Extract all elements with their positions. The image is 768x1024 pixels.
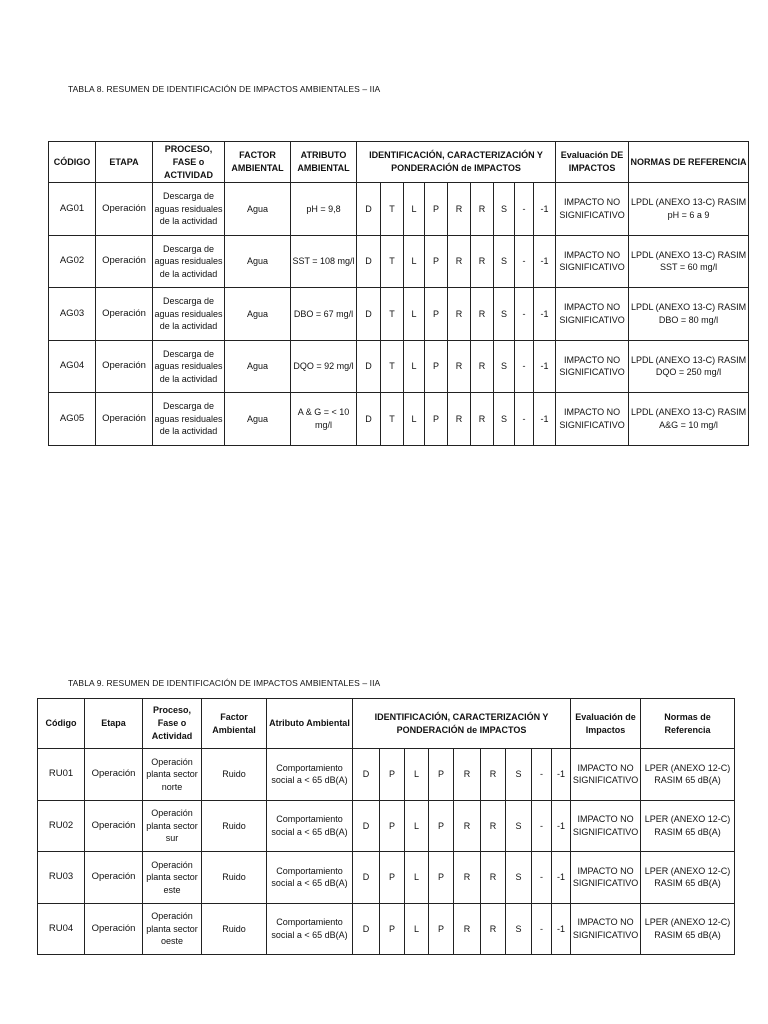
cell-char: R [471,183,494,236]
cell-factor: Ruido [202,903,267,955]
table-row [38,852,735,904]
cell-char: R [481,903,506,955]
header-normas: Normas de Referencia [641,699,735,749]
cell-char: R [471,393,494,446]
cell-evaluacion: IMPACTO NO SIGNIFICATIVO [571,800,641,852]
cell-atributo: DBO = 67 mg/l [291,288,357,341]
cell-char: T [381,340,404,393]
table-row [49,393,749,446]
cell-char: R [454,749,481,801]
cell-char: L [404,183,425,236]
header-identificacion: IDENTIFICACIÓN, CARACTERIZACIÓN Y PONDERACIÓN de IMPACTOS [353,699,571,749]
table-row [38,903,735,955]
cell-char: P [380,903,405,955]
cell-char: R [454,800,481,852]
cell-char: - [515,288,534,341]
cell-char: P [425,393,448,446]
table-header-row [38,699,735,749]
cell-char: R [481,800,506,852]
cell-proceso: Descarga de aguas residuales de la actividad [153,235,225,288]
cell-evaluacion: IMPACTO NO SIGNIFICATIVO [571,903,641,955]
cell-char: P [425,235,448,288]
cell-normas: LPDL (ANEXO 13-C) RASIM DQO = 250 mg/l [629,340,749,393]
cell-char: S [494,393,515,446]
table-row [49,235,749,288]
cell-char: - [515,393,534,446]
header-codigo: CÓDIGO [49,142,96,183]
cell-char: -1 [552,852,571,904]
cell-atributo: DQO = 92 mg/l [291,340,357,393]
table-8-caption: TABLA 8. RESUMEN DE IDENTIFICACIÓN DE IMPACTOS AMBIENTALES – IIA [68,84,381,94]
cell-codigo: RU04 [38,903,85,955]
cell-proceso: Operación planta sector sur [143,800,202,852]
header-normas: NORMAS DE REFERENCIA [629,142,749,183]
cell-evaluacion: IMPACTO NO SIGNIFICATIVO [571,852,641,904]
cell-char: - [532,749,552,801]
cell-factor: Agua [225,393,291,446]
cell-char: P [380,852,405,904]
cell-evaluacion: IMPACTO NO SIGNIFICATIVO [571,749,641,801]
cell-char: L [404,235,425,288]
cell-char: T [381,183,404,236]
cell-proceso: Descarga de aguas residuales de la actividad [153,288,225,341]
cell-char: T [381,235,404,288]
cell-etapa: Operación [96,340,153,393]
cell-char: R [448,288,471,341]
cell-char: L [404,393,425,446]
cell-factor: Agua [225,288,291,341]
table-row [38,800,735,852]
impact-table-9 [37,698,735,955]
cell-char: P [380,800,405,852]
cell-char: L [404,288,425,341]
cell-codigo: RU03 [38,852,85,904]
cell-char: - [515,235,534,288]
cell-factor: Agua [225,340,291,393]
cell-char: P [380,749,405,801]
cell-codigo: AG04 [49,340,96,393]
cell-proceso: Descarga de aguas residuales de la actividad [153,393,225,446]
cell-char: T [381,393,404,446]
cell-char: S [506,749,532,801]
cell-etapa: Operación [96,183,153,236]
cell-char: D [353,800,380,852]
cell-atributo: Comportamiento social a < 65 dB(A) [267,800,353,852]
cell-char: L [405,903,429,955]
cell-proceso: Operación planta sector este [143,852,202,904]
cell-char: -1 [534,183,556,236]
cell-char: -1 [534,288,556,341]
cell-char: P [429,800,454,852]
cell-etapa: Operación [85,800,143,852]
cell-char: D [357,340,381,393]
cell-char: R [454,852,481,904]
cell-evaluacion: IMPACTO NO SIGNIFICATIVO [556,340,629,393]
table-row [38,749,735,801]
cell-char: S [506,800,532,852]
cell-char: P [425,340,448,393]
cell-etapa: Operación [96,288,153,341]
header-evaluacion: Evaluación DE IMPACTOS [556,142,629,183]
cell-etapa: Operación [85,749,143,801]
cell-char: D [357,183,381,236]
cell-codigo: RU01 [38,749,85,801]
cell-char: - [532,800,552,852]
cell-factor: Agua [225,183,291,236]
cell-normas: LPDL (ANEXO 13-C) RASIM DBO = 80 mg/l [629,288,749,341]
cell-etapa: Operación [96,393,153,446]
cell-proceso: Descarga de aguas residuales de la actividad [153,340,225,393]
cell-char: - [515,183,534,236]
cell-char: -1 [534,340,556,393]
header-proceso: PROCESO, FASE o ACTIVIDAD [153,142,225,183]
cell-char: R [481,852,506,904]
cell-char: P [425,183,448,236]
table-row [49,288,749,341]
cell-char: -1 [534,235,556,288]
cell-char: R [471,340,494,393]
cell-char: T [381,288,404,341]
table-row [49,340,749,393]
cell-char: D [353,852,380,904]
cell-char: R [481,749,506,801]
header-atributo: ATRIBUTO AMBIENTAL [291,142,357,183]
table-header-row [49,142,749,183]
cell-char: D [357,393,381,446]
cell-char: P [429,903,454,955]
cell-char: R [448,235,471,288]
cell-char: S [494,235,515,288]
cell-atributo: Comportamiento social a < 65 dB(A) [267,749,353,801]
cell-char: L [405,852,429,904]
cell-normas: LPDL (ANEXO 13-C) RASIM SST = 60 mg/l [629,235,749,288]
header-evaluacion: Evaluación de Impactos [571,699,641,749]
cell-char: R [448,393,471,446]
cell-char: S [494,340,515,393]
cell-normas: LPER (ANEXO 12-C) RASIM 65 dB(A) [641,800,735,852]
cell-atributo: Comportamiento social a < 65 dB(A) [267,852,353,904]
cell-evaluacion: IMPACTO NO SIGNIFICATIVO [556,183,629,236]
header-etapa: Etapa [85,699,143,749]
cell-evaluacion: IMPACTO NO SIGNIFICATIVO [556,235,629,288]
cell-char: S [494,183,515,236]
cell-normas: LPDL (ANEXO 13-C) RASIM A&G = 10 mg/l [629,393,749,446]
cell-codigo: AG03 [49,288,96,341]
cell-char: R [471,288,494,341]
cell-char: R [471,235,494,288]
cell-etapa: Operación [85,903,143,955]
cell-codigo: AG02 [49,235,96,288]
header-factor: FACTOR AMBIENTAL [225,142,291,183]
cell-char: -1 [552,800,571,852]
cell-normas: LPER (ANEXO 12-C) RASIM 65 dB(A) [641,749,735,801]
cell-char: P [425,288,448,341]
cell-codigo: AG05 [49,393,96,446]
cell-char: R [448,340,471,393]
header-etapa: ETAPA [96,142,153,183]
cell-factor: Ruido [202,749,267,801]
cell-codigo: AG01 [49,183,96,236]
cell-char: S [506,903,532,955]
header-identificacion: IDENTIFICACIÓN, CARACTERIZACIÓN Y PONDERACIÓN de IMPACTOS [357,142,556,183]
cell-char: - [515,340,534,393]
cell-char: L [405,749,429,801]
cell-proceso: Operación planta sector norte [143,749,202,801]
cell-factor: Agua [225,235,291,288]
cell-char: L [405,800,429,852]
header-codigo: Código [38,699,85,749]
cell-proceso: Operación planta sector oeste [143,903,202,955]
cell-char: -1 [534,393,556,446]
cell-atributo: A & G = < 10 mg/l [291,393,357,446]
cell-proceso: Descarga de aguas residuales de la actividad [153,183,225,236]
cell-codigo: RU02 [38,800,85,852]
cell-char: D [353,903,380,955]
cell-normas: LPER (ANEXO 12-C) RASIM 65 dB(A) [641,852,735,904]
cell-char: S [506,852,532,904]
cell-evaluacion: IMPACTO NO SIGNIFICATIVO [556,288,629,341]
cell-factor: Ruido [202,852,267,904]
cell-char: - [532,903,552,955]
cell-char: S [494,288,515,341]
header-atributo: Atributo Ambiental [267,699,353,749]
cell-evaluacion: IMPACTO NO SIGNIFICATIVO [556,393,629,446]
table-9-caption: TABLA 9. RESUMEN DE IDENTIFICACIÓN DE IMPACTOS AMBIENTALES – IIA [68,678,381,688]
cell-char: -1 [552,749,571,801]
cell-normas: LPDL (ANEXO 13-C) RASIM pH = 6 a 9 [629,183,749,236]
cell-char: -1 [552,903,571,955]
cell-char: P [429,852,454,904]
cell-etapa: Operación [85,852,143,904]
header-factor: Factor Ambiental [202,699,267,749]
impact-table-8 [48,141,749,446]
table-row [49,183,749,236]
cell-char: - [532,852,552,904]
header-proceso: Proceso, Fase o Actividad [143,699,202,749]
cell-char: P [429,749,454,801]
cell-char: R [454,903,481,955]
cell-atributo: SST = 108 mg/l [291,235,357,288]
cell-atributo: Comportamiento social a < 65 dB(A) [267,903,353,955]
cell-char: R [448,183,471,236]
cell-char: D [353,749,380,801]
cell-char: D [357,235,381,288]
cell-normas: LPER (ANEXO 12-C) RASIM 65 dB(A) [641,903,735,955]
cell-factor: Ruido [202,800,267,852]
cell-char: L [404,340,425,393]
cell-atributo: pH = 9,8 [291,183,357,236]
cell-etapa: Operación [96,235,153,288]
cell-char: D [357,288,381,341]
